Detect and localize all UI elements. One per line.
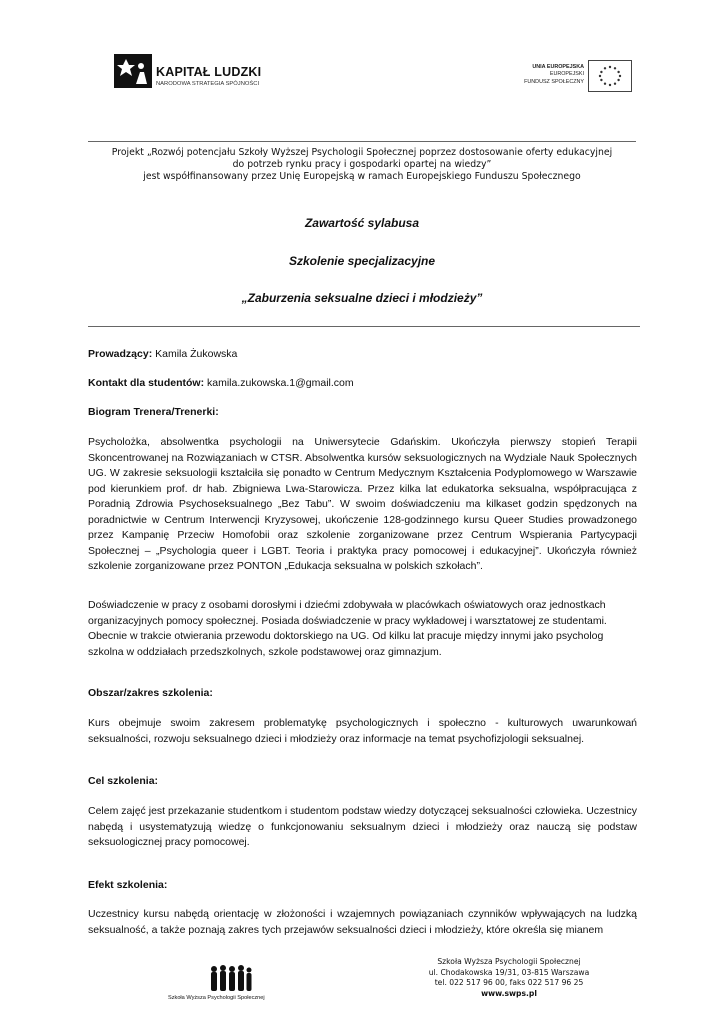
course-title: „Zaburzenia seksualne dzieci i młodzieży” xyxy=(241,291,483,305)
swps-logo-name: Szkoła Wyższa Psychologii Społecznej xyxy=(168,995,265,1001)
kapital-ludzki-title: KAPITAŁ LUDZKI xyxy=(156,65,262,79)
footer-address xyxy=(400,957,618,999)
eu-flag-icon xyxy=(588,60,632,92)
bio-p2-line-2: organizacyjnych pomocy społecznej. Posiada doświadczenie w pracy wykładowej i warsztatowej ze studentami. xyxy=(88,614,607,627)
lecturer-line xyxy=(88,347,637,363)
scope-heading: Obszar/zakres szkolenia: xyxy=(88,687,213,699)
footer-website-link[interactable]: www.swps.pl xyxy=(481,988,537,998)
bio-paragraph-1: Psycholożka, absolwentka psychologii na Uniwersytecie Gdańskim. Ukończyła pierwszy stopień Terapii Skoncentrowanej na Rozwiązaniach w CTSR. Absolwentka kursów seksuologicznych na Wydziale Nauk Społecznych UG. W zakresie seksuologii kształciła się ponadto w Centrum Medycznym Kształcenia Podyplomowego w Warszawie pod kierunkiem prof. dr hab. Zbigniewa Lwa-Starowicza. Przez kilka lat edukatorka seksualna, współpracująca z Poradnią Zdrowia Psychoseksualnego „Bez Tabu”. W swoim doświadczeniu ma kilkaset godzin spędzonych na poradnictwie w Centrum Interwencji Kryzysowej, ukończenie 128-godzinnego kursu Queer Studies prowadzonego przez Kampanię Przeciw Homofobii oraz szkolenie zorganizowane przez Centrum Wspierania Partycypacji Społecznej – „Psychologia queer i LGBT. Teoria i praktyka pracy pomocowej i edukacyjnej”. Ukończyła również szkolenie zorganizowane przez PONTON „Edukacja seksualna w polskich szkołach”. xyxy=(88,436,637,572)
contact-label: Kontakt dla studentów: xyxy=(88,377,205,389)
eu-logo xyxy=(512,60,632,94)
kapital-ludzki-subtitle: NARODOWA STRATEGIA SPÓJNOŚCI xyxy=(156,81,260,87)
effect-heading: Efekt szkolenia: xyxy=(88,879,168,891)
bio-p2-line-4: szkolna w oddziałach przedszkolnych, szkole podstawowej oraz gimnazjum. xyxy=(88,645,442,658)
training-type-title: Szkolenie specjalizacyjne xyxy=(288,254,436,268)
lecturer-label: Prowadzący: xyxy=(88,348,153,360)
scope-text: Kurs obejmuje swoim zakresem problematykę psychologicznych i społeczno - kulturowych uwarunkowań seksualności, rozwoju seksualnego dzieci i młodzieży oraz informacje na temat psychofizjologii seksualnej. xyxy=(88,717,637,745)
project-line-1: Projekt „Rozwój potencjału Szkoły Wyższej Psychologii Społecznej poprzez dostosowanie oferty edukacyjnej xyxy=(111,147,613,158)
swps-people-icon xyxy=(208,963,252,998)
bio-p2-line-3: Obecnie w trakcie otwierania przewodu doktorskiego na UG. Od kilku lat pracuje między innymi jako psycholog xyxy=(88,630,604,642)
footer-line-2: ul. Chodakowska 19/31, 03-815 Warszawa xyxy=(428,967,590,977)
swps-logo xyxy=(168,963,288,1007)
header-divider xyxy=(88,141,636,142)
project-line-2: do potrzeb rynku pracy i gospodarki opartej na wiedzy” xyxy=(232,159,492,171)
project-line-3: jest współfinansowany przez Unię Europejską w ramach Europejskiego Funduszu Społecznego xyxy=(143,171,581,183)
title-divider xyxy=(88,326,640,327)
lecturer-value: Kamila Żukowska xyxy=(152,348,238,360)
goal-text: Celem zajęć jest przekazanie studentkom i studentom podstaw wiedzy dotyczącej seksualności człowieka. Uczestnicy nabędą i usystematyzują wiedzę o funkcjonowaniu seksualnym dzieci i młodzieży oraz nauczą się podstaw seksuologicznej pracy pomocowej. xyxy=(88,805,637,848)
bio-paragraph-2 xyxy=(88,598,637,660)
footer-line-3: tel. 022 517 96 00, faks 022 517 96 25 xyxy=(434,978,584,987)
goal-heading: Cel szkolenia: xyxy=(88,775,159,787)
project-statement xyxy=(88,147,636,184)
bio-p2-line-1: Doświadczenie w pracy z osobami dorosłymi i dziećmi zdobywała w placówkach oświatowych oraz jednostkach xyxy=(88,599,606,611)
kapital-ludzki-emblem-icon xyxy=(114,54,152,88)
footer-line-1: Szkoła Wyższa Psychologii Społecznej xyxy=(437,957,581,966)
kapital-ludzki-logo xyxy=(100,34,270,110)
syllabus-title: Zawartość sylabusa xyxy=(304,216,420,230)
contact-line xyxy=(88,376,637,392)
eu-line-2: EUROPEJSKI xyxy=(549,71,584,78)
eu-logo-text xyxy=(524,64,584,86)
effect-text: Uczestnicy kursu nabędą orientację w złożoności i wzajemnych powiązaniach czynników wpływających na ludzką seksualność, a także poznają zakres tych przejawów seksualności dzieci i młodzieży, które określa się mianem xyxy=(88,908,637,936)
bio-heading: Biogram Trenera/Trenerki: xyxy=(88,406,219,418)
eu-line-1: UNIA EUROPEJSKA xyxy=(532,64,584,70)
contact-email: kamila.zukowska.1@gmail.com xyxy=(204,377,354,389)
eu-line-3: FUNDUSZ SPOŁECZNY xyxy=(524,78,584,85)
